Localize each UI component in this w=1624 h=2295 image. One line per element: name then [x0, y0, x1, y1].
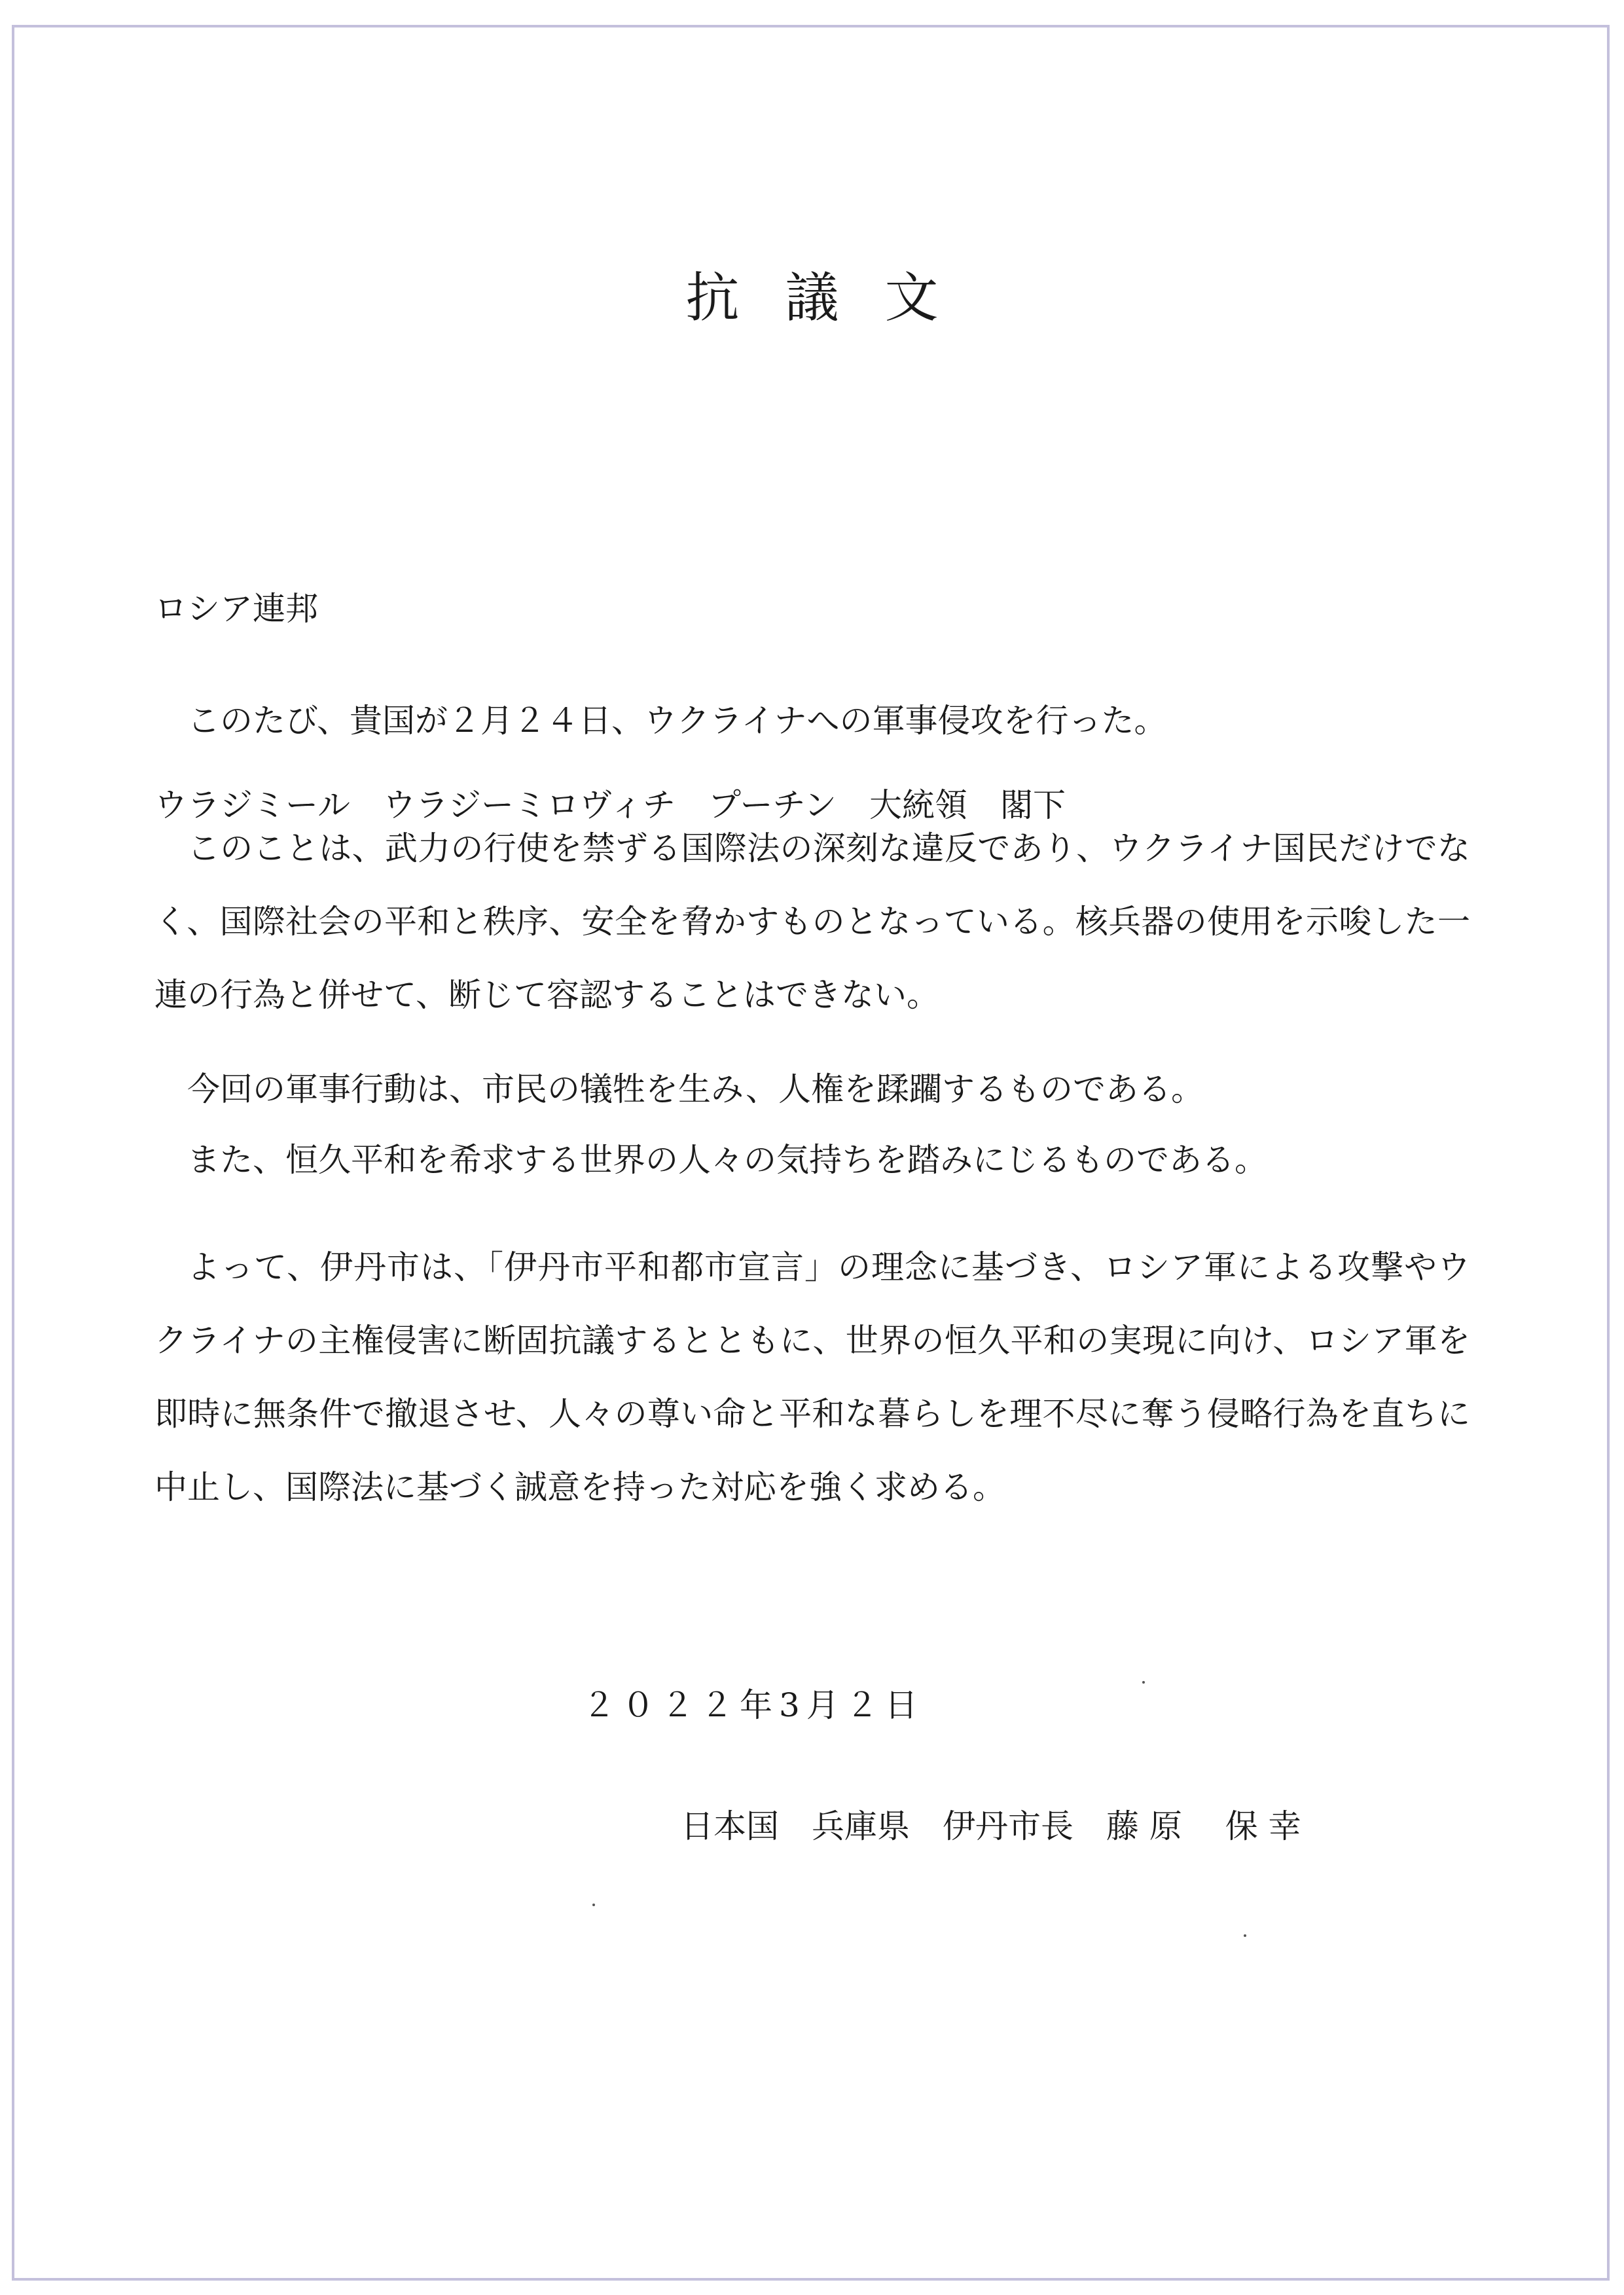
paragraph-human-rights	[154, 1054, 1470, 1195]
paragraph-invasion: このたび、貴国が２月２４日、ウクライナへの軍事侵攻を行った。	[187, 702, 1167, 740]
document-title: 抗議文	[685, 267, 984, 329]
signature-line: 日本国 兵庫県 伊丹市長 藤 原 保 幸	[681, 1807, 1301, 1845]
addressee-name: ウラジミール ウラジーミロヴィチ プーチン 大統領 閣下	[154, 786, 1066, 824]
scan-speck	[592, 1904, 595, 1906]
document-date: ２０２２年3月２日	[583, 1686, 924, 1724]
scan-speck	[1244, 1934, 1246, 1937]
paragraph-human-rights-line2: また、恒久平和を希求する世界の人々の気持ちを踏みにじるものである。	[187, 1141, 1267, 1179]
paragraph-demand: よって、伊丹市は、「伊丹市平和都市宣言」の理念に基づき、ロシア軍による攻撃やウクライナの主権侵害に断固抗議するとともに、世界の恒久平和の実現に向け、ロシア軍を即時に無条件で撤退させ、人々の尊い命と平和な暮らしを理不尽に奪う侵略行為を直ちに中止し、国際法に基づく誠意を持った対応を強く求める。	[154, 1248, 1470, 1506]
paragraph-violation: このことは、武力の行使を禁ずる国際法の深刻な違反であり、ウクライナ国民だけでなく、国際社会の平和と秩序、安全を脅かすものとなっている。核兵器の使用を示唆した一連の行為と併せて、断じて容認することはできない。	[154, 829, 1470, 1014]
addressee-country: ロシア連邦	[154, 590, 318, 628]
scan-speck	[1142, 1681, 1145, 1684]
paragraph-human-rights-line1: 今回の軍事行動は、市民の犠牲を生み、人権を蹂躙するものである。	[187, 1070, 1204, 1108]
